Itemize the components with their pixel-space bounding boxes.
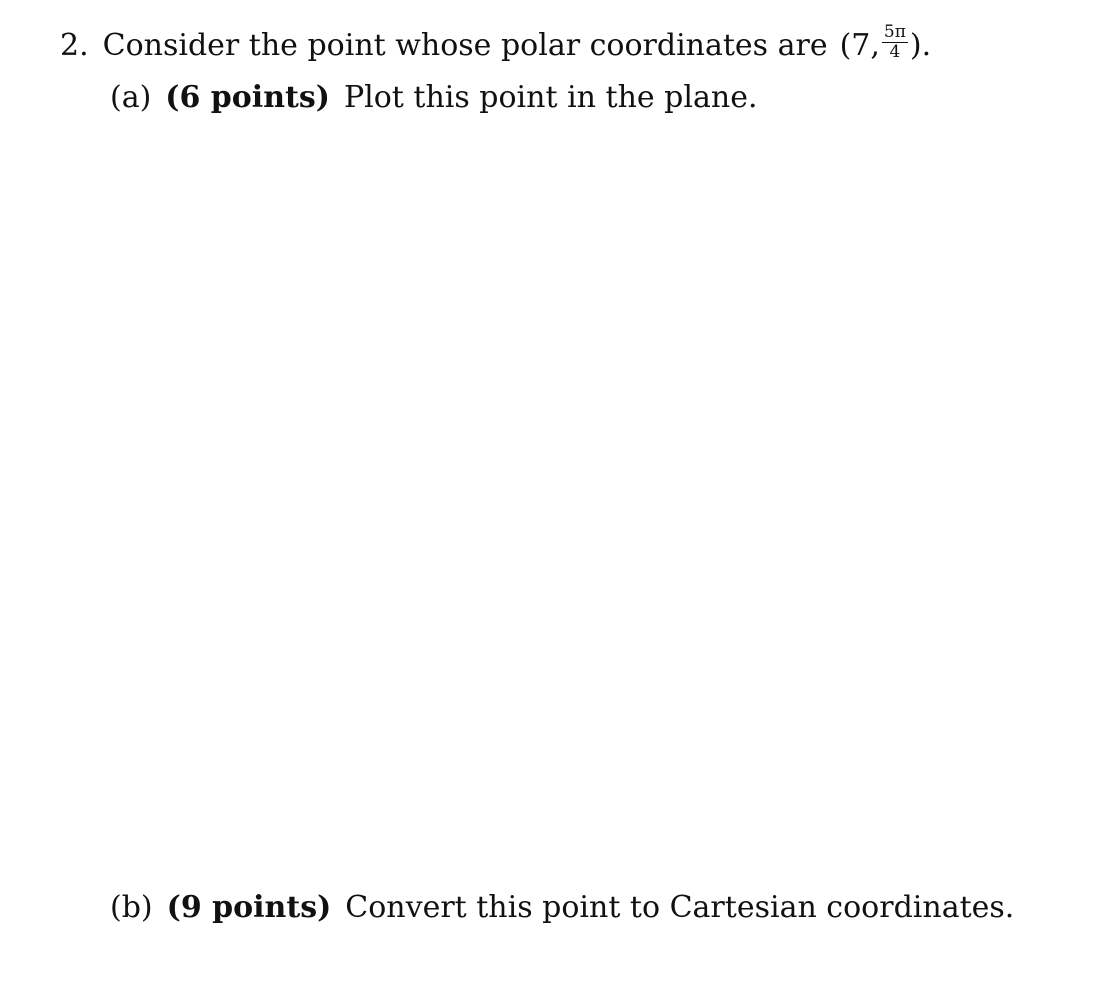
- fraction-denominator: 4: [889, 41, 901, 62]
- problem-statement: [60, 21, 932, 66]
- angle-fraction: [882, 21, 908, 62]
- part-b-label: (b): [110, 890, 153, 925]
- part-a-label: (a): [110, 80, 152, 115]
- part-b: [110, 888, 1014, 928]
- problem-number: 2.: [60, 28, 89, 63]
- part-a-text: Plot this point in the plane.: [343, 80, 758, 115]
- fraction-numerator: 5π: [883, 21, 906, 42]
- part-b-text: Convert this point to Cartesian coordinates.: [345, 890, 1015, 925]
- coordinate-close: ).: [909, 28, 932, 63]
- coordinate-open: (7,: [839, 28, 880, 63]
- problem-text: Consider the point whose polar coordinates are: [102, 28, 828, 63]
- answer-space: [110, 130, 1010, 870]
- part-a-points: (6 points): [165, 80, 330, 115]
- part-a: [110, 78, 757, 118]
- part-b-points: (9 points): [166, 890, 332, 925]
